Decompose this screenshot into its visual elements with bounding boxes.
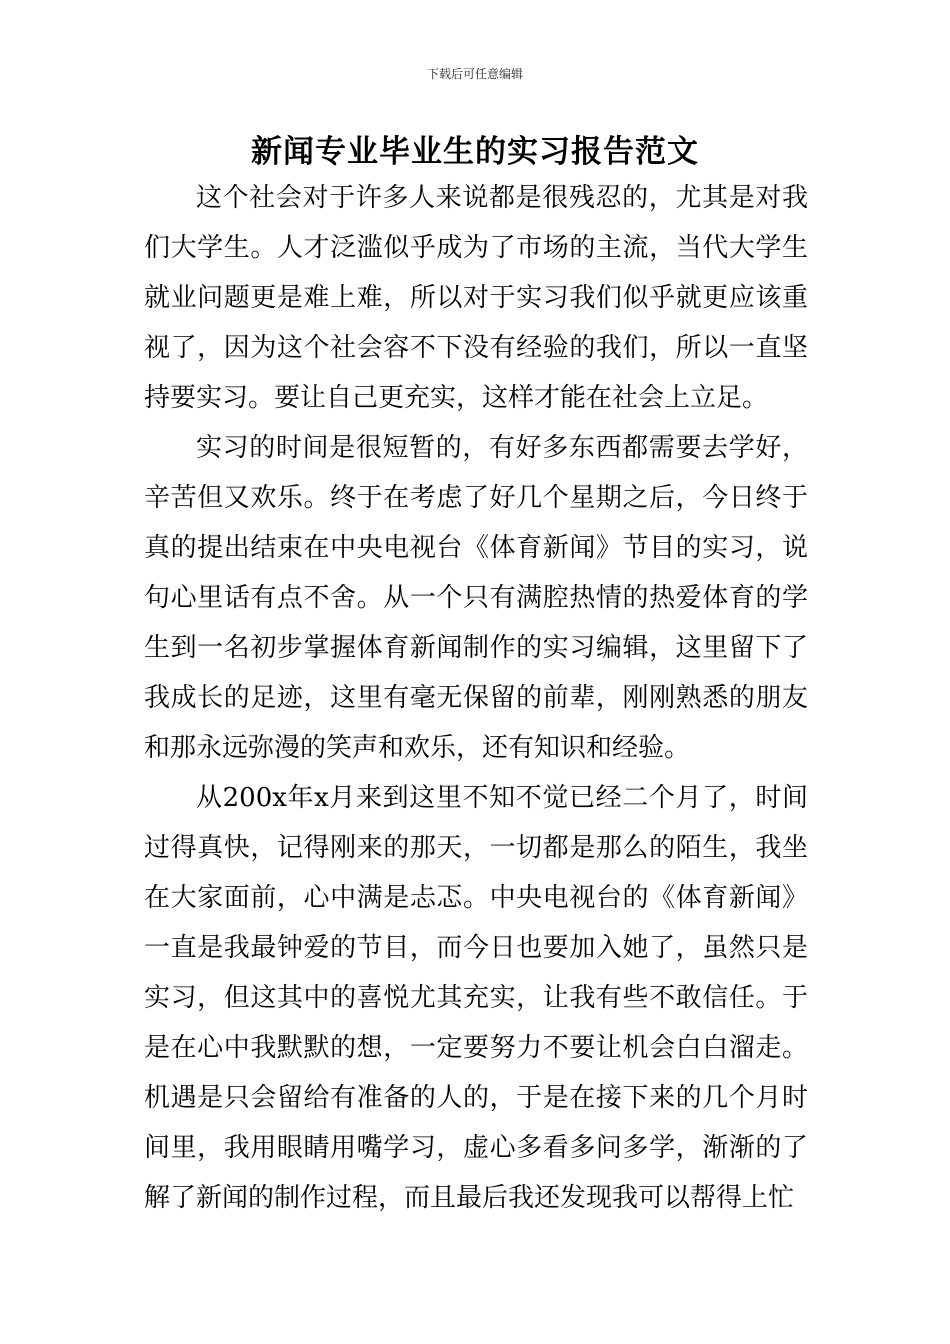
header-note: 下载后可任意编辑: [426, 67, 523, 81]
paragraph-2: 实习的时间是很短暂的，有好多东西都需要去学好，辛苦但又欢乐。终于在考虑了好几个星期之后，今日终于真的提出结束在中央电视台《体育新闻》节目的实习，说句心里话有点不舍。从一个只有满腔热情的热爱体育的学生到一名初步掌握体育新闻制作的实习编辑，这里留下了我成长的足迹，这里有毫无保留的前辈，刚刚熟悉的朋友和那永远弥漫的笑声和欢乐，还有知识和经验。: [144, 433, 808, 763]
document-title: 新闻专业毕业生的实习报告范文: [251, 134, 699, 170]
document-body: [144, 173, 808, 1223]
paragraph-1: 这个社会对于许多人来说都是很残忍的，尤其是对我们大学生。人才泛滥似乎成为了市场的主流，当代大学生就业问题更是难上难，所以对于实习我们似乎就更应该重视了，因为这个社会容不下没有经验的我们，所以一直坚持要实习。要让自己更充实，这样才能在社会上立足。: [144, 183, 808, 413]
paragraph-3: 从200x年x月来到这里不知不觉已经二个月了，时间过得真快，记得刚来的那天，一切都是那么的陌生，我坐在大家面前，心中满是忐忑。中央电视台的《体育新闻》一直是我最钟爱的节目，而今日也要加入她了，虽然只是实习，但这其中的喜悦尤其充实，让我有些不敢信任。于是在心中我默默的想，一定要努力不要让机会白白溜走。机遇是只会留给有准备的人的，于是在接下来的几个月时间里，我用眼睛用嘴学习，虚心多看多问多学，渐渐的了解了新闻的制作过程，而且最后我还发现我可以帮得上忙: [144, 783, 808, 1213]
